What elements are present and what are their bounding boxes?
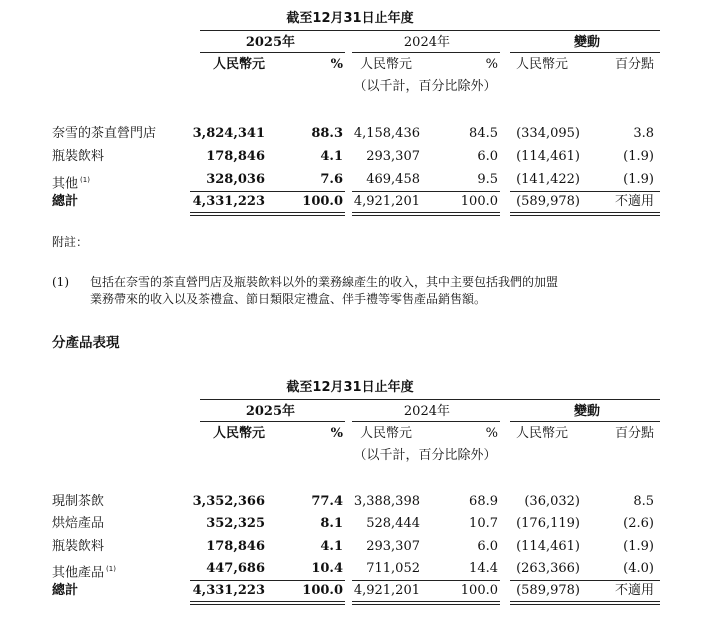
divider — [190, 212, 345, 213]
change-value: (589,978) — [516, 583, 580, 598]
value-2025: 328,036 — [206, 172, 265, 187]
period-header: 截至12月31日止年度 — [286, 380, 414, 395]
value-2024: 4,158,436 — [353, 126, 420, 141]
change-pp: (2.6) — [623, 516, 654, 531]
change-value: (589,978) — [516, 194, 580, 209]
divider — [190, 191, 345, 192]
value-2025: 4,331,223 — [192, 194, 265, 209]
divider — [352, 215, 500, 216]
col-pct-2024: % — [485, 426, 498, 441]
divider — [510, 52, 660, 53]
year-2025-header: 2025年 — [245, 404, 295, 419]
col-pp-change: 百分點 — [614, 426, 654, 441]
divider — [510, 421, 660, 422]
change-pp: 8.5 — [633, 494, 654, 509]
pct-2025: 7.6 — [320, 172, 343, 187]
pct-2024: 14.4 — [469, 561, 498, 576]
change-pp: (1.9) — [623, 539, 654, 554]
divider — [200, 52, 345, 53]
change-value: (334,095) — [516, 126, 580, 141]
year-2024-header: 2024年 — [403, 404, 450, 419]
change-header: 變動 — [573, 404, 600, 419]
pct-2025: 100.0 — [302, 194, 343, 209]
divider — [200, 30, 660, 31]
col-rmb-2024: 人民幣元 — [360, 57, 413, 72]
pct-2024: 68.9 — [469, 494, 498, 509]
row-label: 瓶裝飲料 — [52, 149, 105, 164]
pct-2025: 100.0 — [302, 583, 343, 598]
value-2024: 528,444 — [366, 516, 420, 531]
change-pp: 3.8 — [633, 126, 654, 141]
row-label: 總計 — [52, 583, 79, 598]
pct-2025: 88.3 — [311, 126, 343, 141]
unit-note: （以千計，百分比除外） — [353, 79, 497, 94]
value-2025: 3,824,341 — [192, 126, 265, 141]
pct-2025: 10.4 — [311, 561, 343, 576]
col-rmb-2025: 人民幣元 — [212, 426, 265, 441]
change-value: (114,461) — [516, 539, 580, 554]
period-header: 截至12月31日止年度 — [286, 11, 414, 26]
pct-2025: 77.4 — [311, 494, 343, 509]
col-pct-2024: % — [485, 57, 498, 72]
divider — [352, 601, 500, 602]
col-rmb-change: 人民幣元 — [516, 426, 569, 441]
change-value: (141,422) — [516, 172, 580, 187]
note-text-line: 包括在奈雪的茶直營門店及瓶裝飲料以外的業務線產生的收入，其中主要包括我們的加盟 — [90, 275, 559, 289]
pct-2025: 4.1 — [320, 149, 343, 164]
notes-heading: 附註： — [52, 235, 89, 249]
row-label: 其他 $^{(1)}$ — [52, 176, 90, 192]
change-pp: 不適用 — [614, 194, 654, 209]
change-value: (36,032) — [524, 494, 580, 509]
col-rmb-change: 人民幣元 — [516, 57, 569, 72]
divider — [190, 215, 345, 216]
row-label: 總計 — [52, 194, 79, 209]
divider — [352, 421, 500, 422]
section-title: 分產品表現 — [52, 335, 120, 351]
col-pct-2025: % — [330, 57, 343, 72]
change-pp: (1.9) — [623, 149, 654, 164]
divider — [510, 580, 660, 581]
divider — [200, 421, 345, 422]
divider — [352, 580, 500, 581]
col-pp-change: 百分點 — [614, 57, 654, 72]
change-value: (176,119) — [516, 516, 580, 531]
pct-2025: 4.1 — [320, 539, 343, 554]
change-pp: (4.0) — [623, 561, 654, 576]
row-label: 烘焙產品 — [52, 516, 105, 531]
value-2025: 178,846 — [206, 149, 265, 164]
divider — [190, 580, 345, 581]
value-2025: 352,325 — [206, 516, 265, 531]
col-pct-2025: % — [330, 426, 343, 441]
value-2024: 3,388,398 — [353, 494, 420, 509]
value-2024: 4,921,201 — [353, 583, 420, 598]
change-pp: (1.9) — [623, 172, 654, 187]
divider — [190, 601, 345, 602]
divider — [352, 604, 500, 605]
value-2025: 4,331,223 — [192, 583, 265, 598]
divider — [352, 191, 500, 192]
pct-2024: 100.0 — [460, 194, 498, 209]
year-2024-header: 2024年 — [403, 35, 450, 50]
pct-2024: 6.0 — [477, 149, 498, 164]
value-2024: 469,458 — [366, 172, 420, 187]
change-value: (263,366) — [516, 561, 580, 576]
row-label: 現制茶飲 — [52, 494, 105, 509]
divider — [352, 212, 500, 213]
divider — [352, 52, 500, 53]
value-2024: 711,052 — [366, 561, 420, 576]
row-label: 其他產品 $^{(1)}$ — [52, 565, 116, 581]
value-2025: 178,846 — [206, 539, 265, 554]
footnote-marker: (1) — [80, 176, 90, 184]
divider — [510, 212, 660, 213]
pct-2024: 9.5 — [477, 172, 498, 187]
value-2024: 4,921,201 — [353, 194, 420, 209]
change-value: (114,461) — [516, 149, 580, 164]
row-label: 奈雪的茶直營門店 — [52, 126, 157, 141]
change-pp: 不適用 — [614, 583, 654, 598]
divider — [510, 191, 660, 192]
pct-2024: 6.0 — [477, 539, 498, 554]
row-label: 瓶裝飲料 — [52, 539, 105, 554]
pct-2024: 100.0 — [460, 583, 498, 598]
value-2024: 293,307 — [366, 149, 420, 164]
note-marker: (1) — [52, 275, 69, 289]
pct-2025: 8.1 — [320, 516, 343, 531]
divider — [510, 215, 660, 216]
pct-2024: 10.7 — [469, 516, 498, 531]
divider — [510, 601, 660, 602]
change-header: 變動 — [573, 35, 600, 50]
value-2024: 293,307 — [366, 539, 420, 554]
value-2025: 447,686 — [206, 561, 265, 576]
divider — [510, 604, 660, 605]
col-rmb-2025: 人民幣元 — [212, 57, 265, 72]
divider — [200, 399, 660, 400]
pct-2024: 84.5 — [469, 126, 498, 141]
note-text-line: 業務帶來的收入以及茶禮盒、節日類限定禮盒、伴手禮等零售產品銷售額。 — [90, 292, 487, 306]
unit-note: （以千計，百分比除外） — [353, 448, 497, 463]
footnote-marker: (1) — [106, 565, 116, 573]
year-2025-header: 2025年 — [245, 35, 295, 50]
value-2025: 3,352,366 — [192, 494, 265, 509]
divider — [190, 604, 345, 605]
col-rmb-2024: 人民幣元 — [360, 426, 413, 441]
